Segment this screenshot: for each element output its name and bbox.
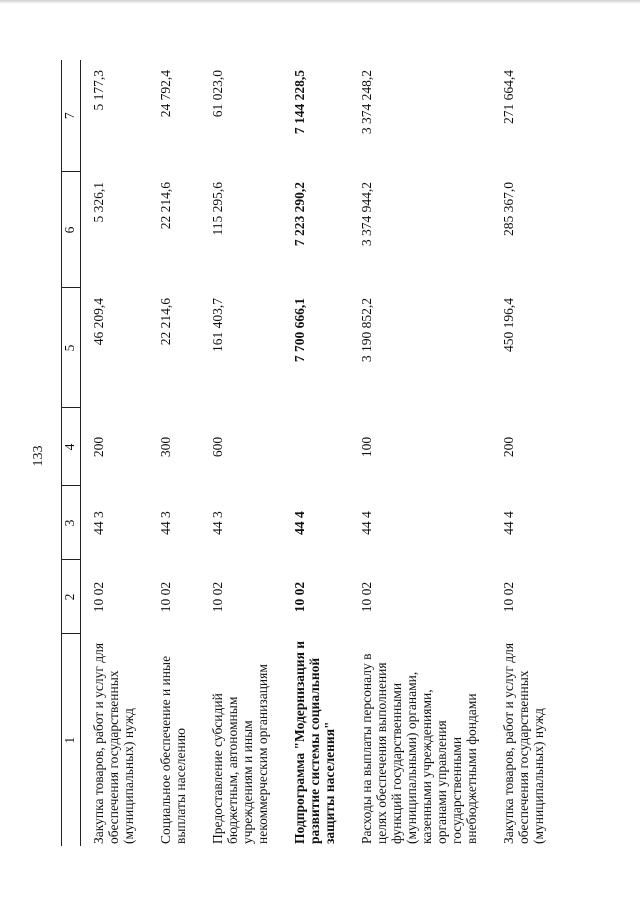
amount-col7: 7 144 228,5 <box>292 70 307 135</box>
table-header-row <box>62 60 81 846</box>
expense-type-code: 100 <box>359 436 374 458</box>
section-code: 10 02 <box>210 581 225 613</box>
amount-col6: 22 214,6 <box>158 182 173 230</box>
amount-col7: 3 374 248,2 <box>359 70 374 135</box>
expense-name: Социальное обеспечение и иные выплаты населению <box>158 655 188 844</box>
amount-col5: 161 403,7 <box>210 298 225 352</box>
table-row <box>491 60 558 846</box>
program-code: 44 4 <box>359 511 374 535</box>
table-row <box>148 60 200 846</box>
budget-table <box>61 60 558 846</box>
amount-col5: 46 209,4 <box>91 298 106 346</box>
amount-col7: 271 664,4 <box>501 70 516 124</box>
column-header: 4 <box>62 408 81 486</box>
program-code: 44 4 <box>292 511 307 535</box>
amount-col7: 5 177,3 <box>91 70 106 111</box>
expense-name: Расходы на выплаты персоналу в целях обеспечения выполнения функций государственными (муниципальными) органами, казенными учреждениями, органами управления государственными внебюджетными фондами <box>359 653 479 844</box>
amount-col5: 3 190 852,2 <box>359 298 374 363</box>
amount-col6: 5 326,1 <box>91 182 106 223</box>
amount-col7: 24 792,4 <box>158 70 173 118</box>
amount-col6: 7 223 290,2 <box>292 182 307 247</box>
expense-name: Подпрограмма "Модернизация и развитие системы социальной защиты населения" <box>292 640 337 844</box>
section-code: 10 02 <box>292 581 307 613</box>
rotated-document-page <box>15 26 625 886</box>
expense-type-code: 200 <box>91 436 106 458</box>
amount-col7: 61 023,0 <box>210 70 225 118</box>
program-code: 44 4 <box>501 511 516 535</box>
expense-type-code: 300 <box>158 436 173 458</box>
column-header: 5 <box>62 288 81 408</box>
scan-edge-shadow <box>0 0 640 4</box>
table-row <box>81 60 149 846</box>
table-row <box>349 60 491 846</box>
amount-col5: 450 196,4 <box>501 298 516 352</box>
amount-col6: 3 374 944,2 <box>359 182 374 247</box>
table-row <box>200 60 282 846</box>
expense-name: Предоставление субсидий бюджетным, автономным учреждениям и иным некоммерческим организациям <box>210 664 270 844</box>
table-row-subprogram <box>282 60 349 846</box>
amount-col6: 115 295,6 <box>210 182 225 236</box>
program-code: 44 3 <box>158 511 173 535</box>
program-code: 44 3 <box>210 511 225 535</box>
column-header: 7 <box>62 60 81 172</box>
page-number: 133 <box>31 445 46 467</box>
section-code: 10 02 <box>91 581 106 613</box>
expense-type-code: 200 <box>501 436 516 458</box>
amount-col6: 285 367,0 <box>501 182 516 236</box>
expense-name: Закупка товаров, работ и услуг для обеспечения государственных (муниципальных) нужд <box>501 642 546 844</box>
column-header: 1 <box>62 634 81 846</box>
section-code: 10 02 <box>501 581 516 613</box>
section-code: 10 02 <box>359 581 374 613</box>
column-header: 2 <box>62 560 81 634</box>
amount-col5: 22 214,6 <box>158 298 173 346</box>
amount-col5: 7 700 666,1 <box>292 298 307 363</box>
section-code: 10 02 <box>158 581 173 613</box>
expense-type-code <box>282 408 349 486</box>
program-code: 44 3 <box>91 511 106 535</box>
expense-type-code: 600 <box>210 436 225 458</box>
expense-name: Закупка товаров, работ и услуг для обеспечения государственных (муниципальных) нужд <box>91 642 136 844</box>
column-header: 3 <box>62 486 81 560</box>
column-header: 6 <box>62 172 81 288</box>
